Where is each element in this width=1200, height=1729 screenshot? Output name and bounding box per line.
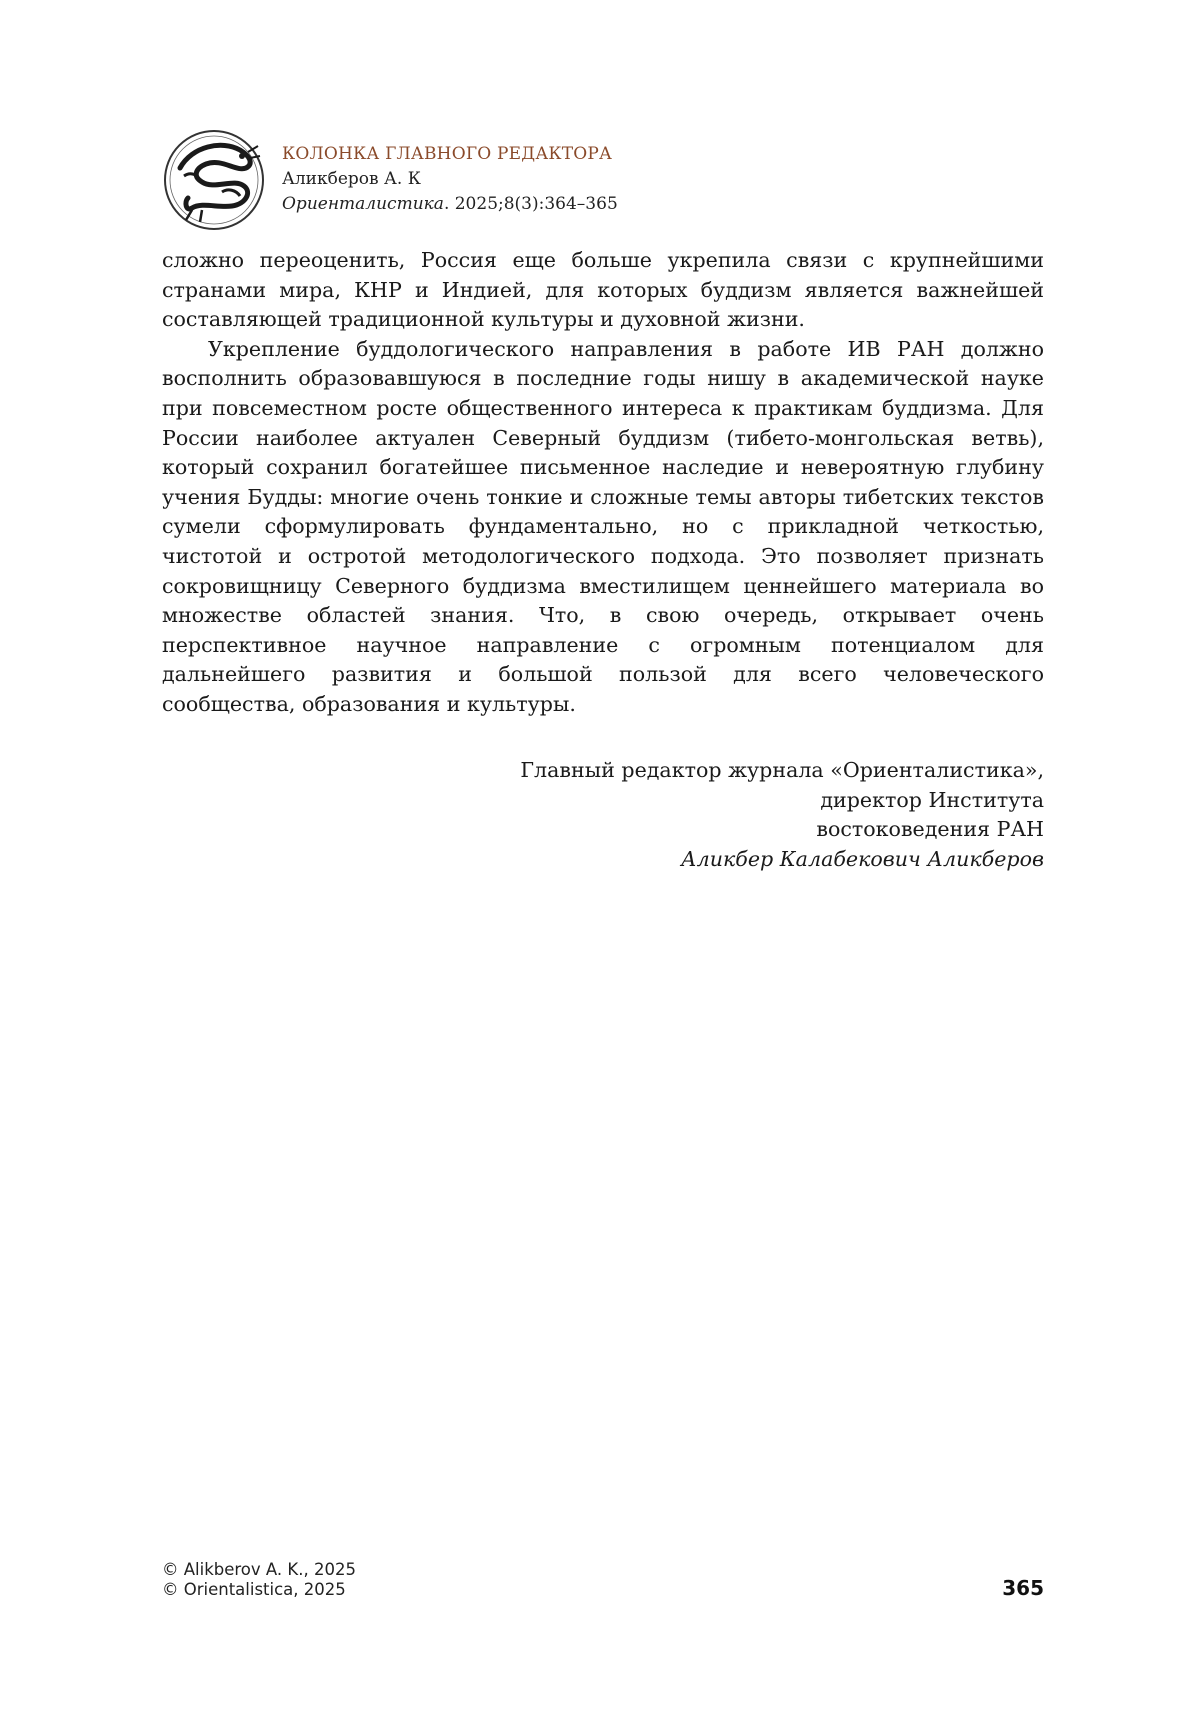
footer-copyright [162,1560,356,1600]
signature-line-3: востоковедения РАН [816,817,1044,842]
copyright-author: © Alikberov A. K., 2025 [162,1560,356,1579]
signature-line-2: директор Института [820,787,1044,812]
paragraph-main: Укрепление буддологического направления в работе ИВ РАН должно восполнить образовавшуюся в последние годы нишу в академической науке при повсеместном росте общественного интереса к практикам буддизма. Для России наиболее актуален Северный буддизм (тибето-монгольская ветвь), который сохранил богатейшее письменное наследие и невероятную глубину учения Будды: многие очень тонкие и сложные темы авторы тибетских текстов сумели сформулировать фундаментально, но с прикладной четкостью, чистотой и остротой методологического подхода. Это позволяет признать сокровищницу Северного буддизма вместилищем ценнейшего материала во множестве областей знания. Что, в свою очередь, открывает очень перспективное научное направление с огромным потенциалом для дальнейшего развития и большой пользой для всего человеческого сообщества, образования и культуры. [162,336,1044,716]
header-text-block [282,142,618,217]
header-citation [282,192,618,217]
running-header [162,128,862,238]
paragraph-continued: сложно переоценить, Россия еще больше укрепила связи с крупнейшими странами мира, КНР и Индией, для которых буддизм является важнейшей составляющей традиционной культуры и духовной жизни. [162,248,1044,332]
section-title: КОЛОНКА ГЛАВНОГО РЕДАКТОРА [282,144,613,164]
article-body [162,246,1044,720]
copyright-journal: © Orientalistica, 2025 [162,1580,346,1599]
signature-line-1: Главный редактор журнала «Ориенталистика», [520,758,1044,782]
citation-details: . 2025;8(3):364–365 [443,194,618,214]
signature-name: Аликбер Калабекович Аликберов [680,846,1044,871]
page-number: 365 [1002,1576,1044,1600]
journal-logo-icon [162,128,266,232]
journal-name: Ориенталистика [282,194,444,214]
header-author: Аликберов А. К [282,169,421,189]
editor-signature [520,756,1044,874]
